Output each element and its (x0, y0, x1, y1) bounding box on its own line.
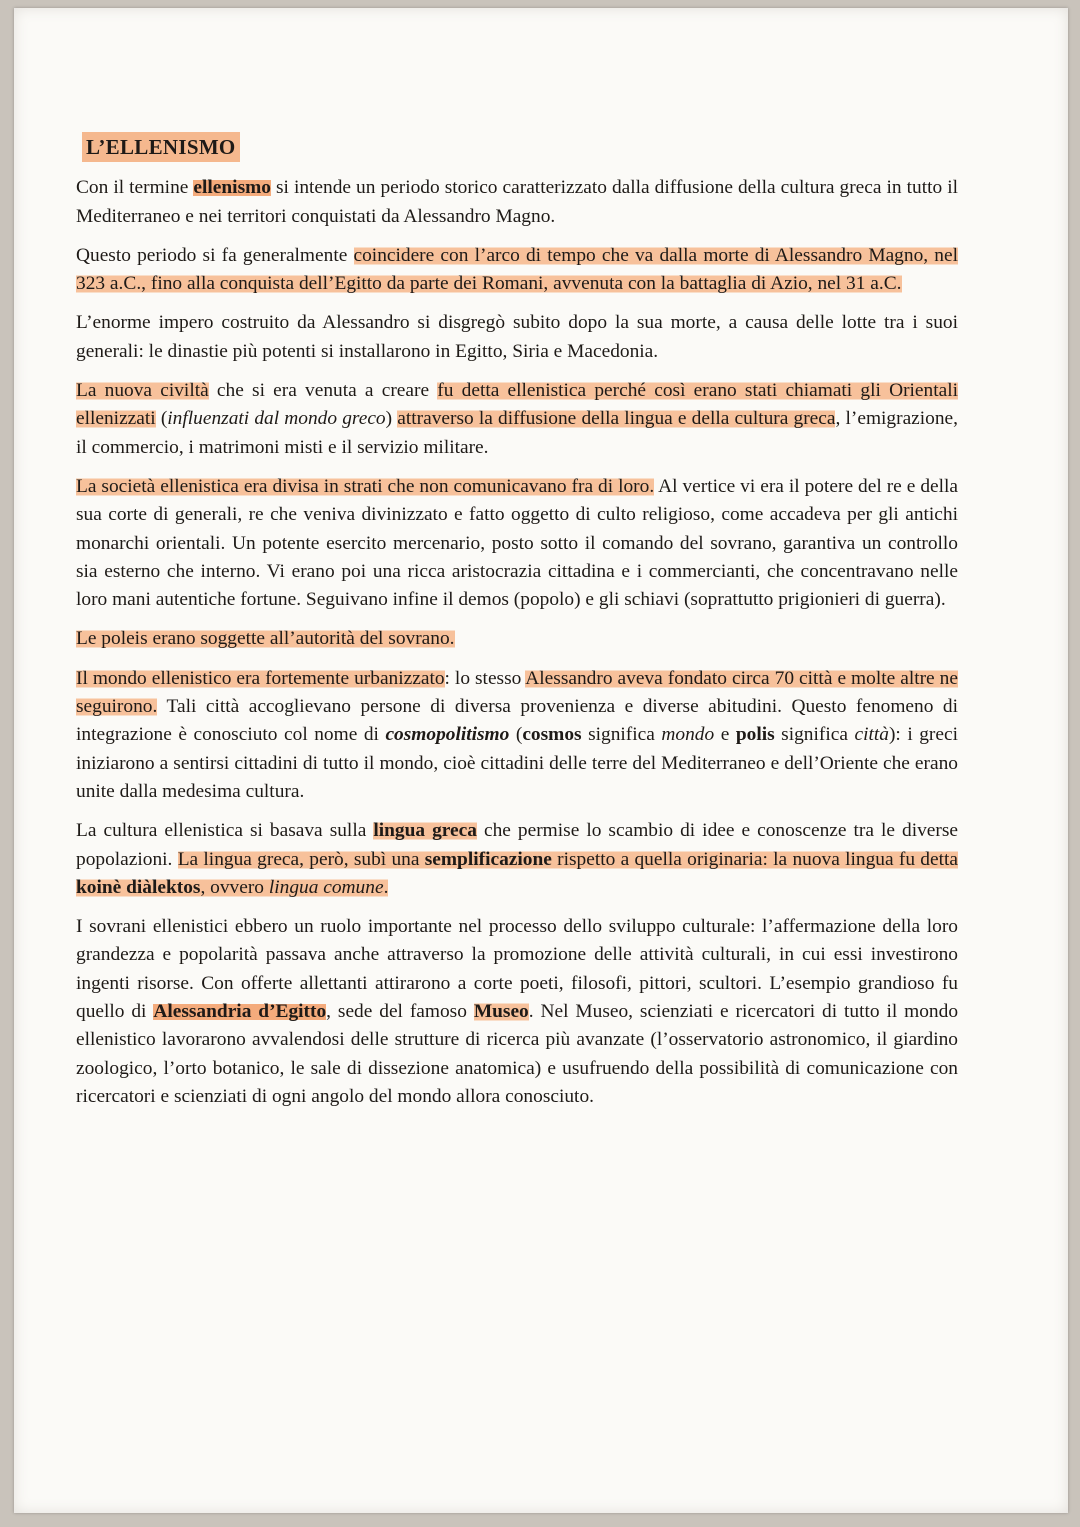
text: Al vertice vi era il potere del re e della sua corte di generali, re che veniva divinizzato e fatto oggetto di culto religioso, come accadeva per gli antichi monarchi orientali. Un potente esercito mercenario, posto sotto il comando del sovrano, garantiva un controllo sia esterno che interno. Vi erano poi una ricca aristocrazia cittadina e i commercianti, che concentravano nelle loro mani autentiche fortune. Seguivano infine il demos (popolo) e gli schiavi (soprattutto prigionieri di guerra). (76, 475, 958, 611)
text: I sovrani ellenistici ebbero un ruolo importante nel processo dello sviluppo culturale: l’affermazione della loro grandezza e popolarità passava anche attraverso la promozione delle attività culturali, in cui essi investirono ingenti risorse. Con offerte allettanti attirarono a corte poeti, filosofi, pittori, scultori. L’esempio grandioso fu quello di (76, 916, 958, 1023)
highlight-text: Alessandro aveva fondato circa 70 città e molte altre ne seguirono. (76, 667, 958, 718)
highlight-text: Museo (473, 1001, 529, 1023)
page-title: L’ELLENISMO (82, 132, 240, 162)
paragraph-1 (76, 174, 958, 231)
highlight-text: Le poleis erano soggette all’autorità del sovrano. (76, 628, 455, 650)
highlight-text: lingua greca (373, 820, 477, 842)
paragraph-8 (76, 817, 958, 902)
text: che permise lo scambio di idee e conoscenze tra le diverse popolazioni. (76, 820, 958, 870)
text: La cultura ellenistica si basava sulla (76, 820, 374, 842)
italic-text: città (854, 724, 889, 746)
highlight-text: koinè diàlektos (76, 876, 201, 898)
highlight-text: coincidere con l’arco di tempo che va dalla morte di Alessandro Magno, nel 323 a.C., fino alla conquista dell’Egitto da parte dei Romani, avvenuta con la battaglia di Azio, nel 31 a.C. (76, 244, 958, 295)
text: Questo periodo si fa generalmente (76, 244, 354, 266)
paragraph-6 (76, 625, 958, 653)
bold-text: polis (735, 724, 775, 746)
text: Tali città accoglievano persone di diversa provenienza e diverse abitudini. Questo fenomeno di integrazione è conosciuto col nome di (76, 696, 958, 746)
text: : lo stesso (444, 667, 526, 689)
paragraph-4 (76, 377, 958, 462)
paragraph-3 (76, 309, 958, 366)
highlight-text: La nuova civiltà (76, 380, 209, 402)
text: ( (509, 724, 523, 746)
italic-text: mondo (661, 724, 715, 746)
text: , l’emigrazione, il commercio, i matrimoni misti e il servizio militare. (76, 408, 959, 458)
text: ): i greci iniziarono a sentirsi cittadini di tutto il mondo, cioè cittadini delle terre del Mediterraneo e dell’Oriente che erano unite dalla medesima cultura. (76, 724, 958, 802)
text: significa (581, 724, 662, 746)
text: si intende un periodo storico caratterizzato dalla diffusione della cultura greca in tutto il Mediterraneo e nei territori conquistati da Alessandro Magno. (76, 177, 958, 227)
highlight-text: Il mondo ellenistico era fortemente urbanizzato (76, 667, 445, 689)
paragraph-9 (76, 913, 958, 1111)
paragraph-5 (76, 473, 958, 614)
text: che si era venuta a creare (208, 380, 438, 402)
paragraph-2 (76, 242, 958, 299)
highlight-text: fu detta ellenistica perché così erano stati chiamati gli Orientali ellenizzati (76, 380, 958, 430)
paragraph-7 (76, 665, 958, 806)
text: . Nel Museo, scienziati e ricercatori di tutto il mondo ellenistico lavorarono avvalendosi delle strutture di ricerca più avanzate (l’osservatorio astronomico, il giardino zoologico, l’orto botanico, le sale di dissezione anatomica) e usufruendo della possibilità di comunicazione con ricercatori e scienziati di ogni angolo del mondo allora conosciuto. (76, 1001, 959, 1107)
text: significa (774, 724, 855, 746)
highlight-text: ellenismo (193, 177, 271, 199)
highlight-text: . (383, 876, 389, 898)
paper-sheet (14, 8, 1068, 1513)
highlight-text: La società ellenistica era divisa in strati che non comunicavano fra di loro. (76, 475, 655, 497)
highlight-text: semplificazione (424, 848, 552, 870)
text: , sede del famoso (326, 1001, 474, 1023)
highlight-text: Alessandria d’Egitto (153, 1001, 327, 1023)
italic-text: influenzati dal mondo greco (167, 408, 386, 430)
highlight-text: lingua comune (268, 876, 384, 898)
highlight-text: attraverso la diffusione della lingua e della cultura greca (397, 408, 836, 430)
text: ( (155, 408, 168, 430)
text: L’enorme impero costruito da Alessandro si disgregò subito dopo la sua morte, a causa delle lotte tra i suoi generali: le dinastie più potenti si installarono in Egitto, Siria e Macedonia. (76, 312, 958, 362)
bold-text: cosmos (522, 724, 582, 746)
text: e (714, 724, 736, 746)
bold-italic-text: cosmopolitismo (385, 724, 510, 746)
text: Con il termine (76, 177, 194, 199)
highlight-text: rispetto a quella originaria: la nuova lingua fu detta (551, 848, 958, 870)
highlight-text: , ovvero (200, 876, 269, 898)
highlight-text: La lingua greca, però, subì una (177, 848, 425, 870)
text: ) (385, 408, 398, 430)
document-body (76, 132, 958, 1122)
